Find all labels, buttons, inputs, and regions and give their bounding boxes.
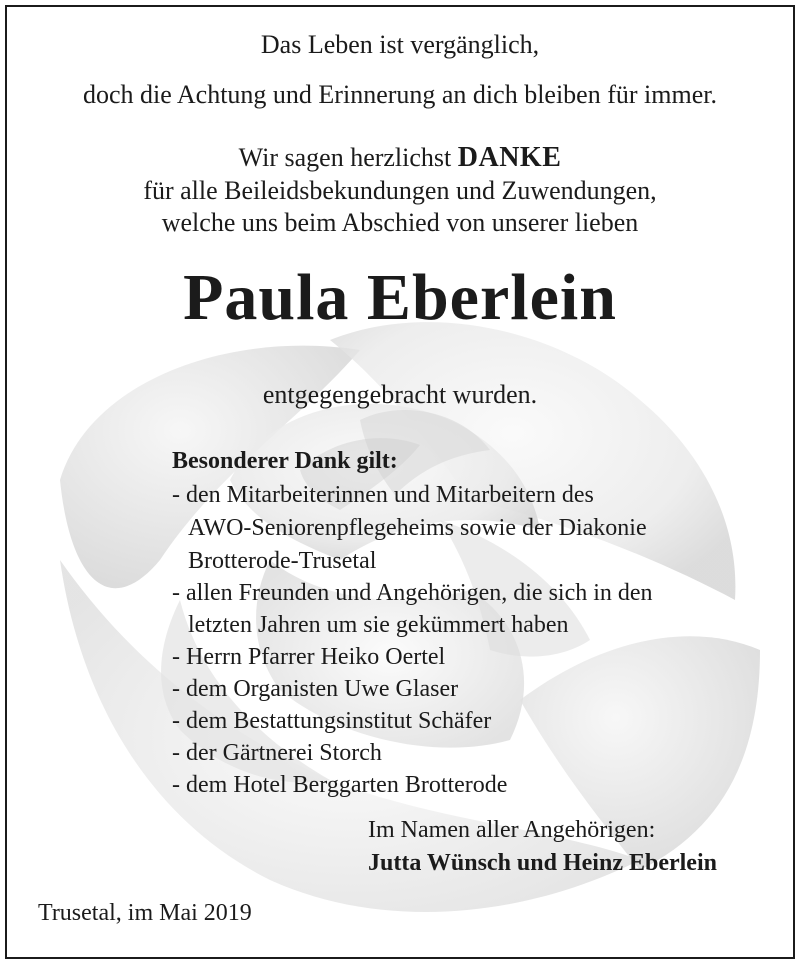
special-thanks-heading: Besonderer Dank gilt:	[172, 448, 398, 474]
list-item: - dem Hotel Berggarten Brotterode	[172, 772, 508, 798]
thanks-line-3: welche uns beim Abschied von unserer lieben	[161, 208, 639, 237]
list-item: - der Gärtnerei Storch	[172, 740, 382, 766]
list-item: - dem Bestattungsinstitut Schäfer	[172, 708, 492, 734]
danke-emphasis: DANKE	[457, 142, 562, 173]
list-item: - dem Organisten Uwe Glaser	[172, 676, 459, 702]
list-item-continuation: letzten Jahren um sie gekümmert haben	[188, 612, 569, 638]
list-item-continuation: AWO-Seniorenpflegeheims sowie der Diakonie	[188, 515, 647, 541]
list-item-continuation: Brotterode-Trusetal	[188, 548, 377, 574]
intro-line-1: Das Leben ist vergänglich,	[260, 30, 540, 59]
deceased-name: Paula Eberlein	[183, 261, 617, 334]
place-date: Trusetal, im Mai 2019	[38, 900, 252, 926]
list-item: - Herrn Pfarrer Heiko Oertel	[172, 644, 446, 670]
after-name-text: entgegengebracht wurden.	[262, 380, 538, 409]
thanks-line-1	[0, 142, 800, 174]
list-item: - allen Freunden und Angehörigen, die sich in den	[172, 580, 653, 606]
thanks-line-2: für alle Beileidsbekundungen und Zuwendungen,	[143, 176, 657, 205]
thanks-prefix: Wir sagen herzlichst	[238, 143, 452, 172]
intro-line-2: doch die Achtung und Erinnerung an dich bleiben für immer.	[83, 80, 717, 109]
signature-intro: Im Namen aller Angehörigen:	[368, 817, 656, 843]
list-item: - den Mitarbeiterinnen und Mitarbeitern des	[172, 482, 594, 508]
signature-names: Jutta Wünsch und Heinz Eberlein	[368, 850, 717, 876]
